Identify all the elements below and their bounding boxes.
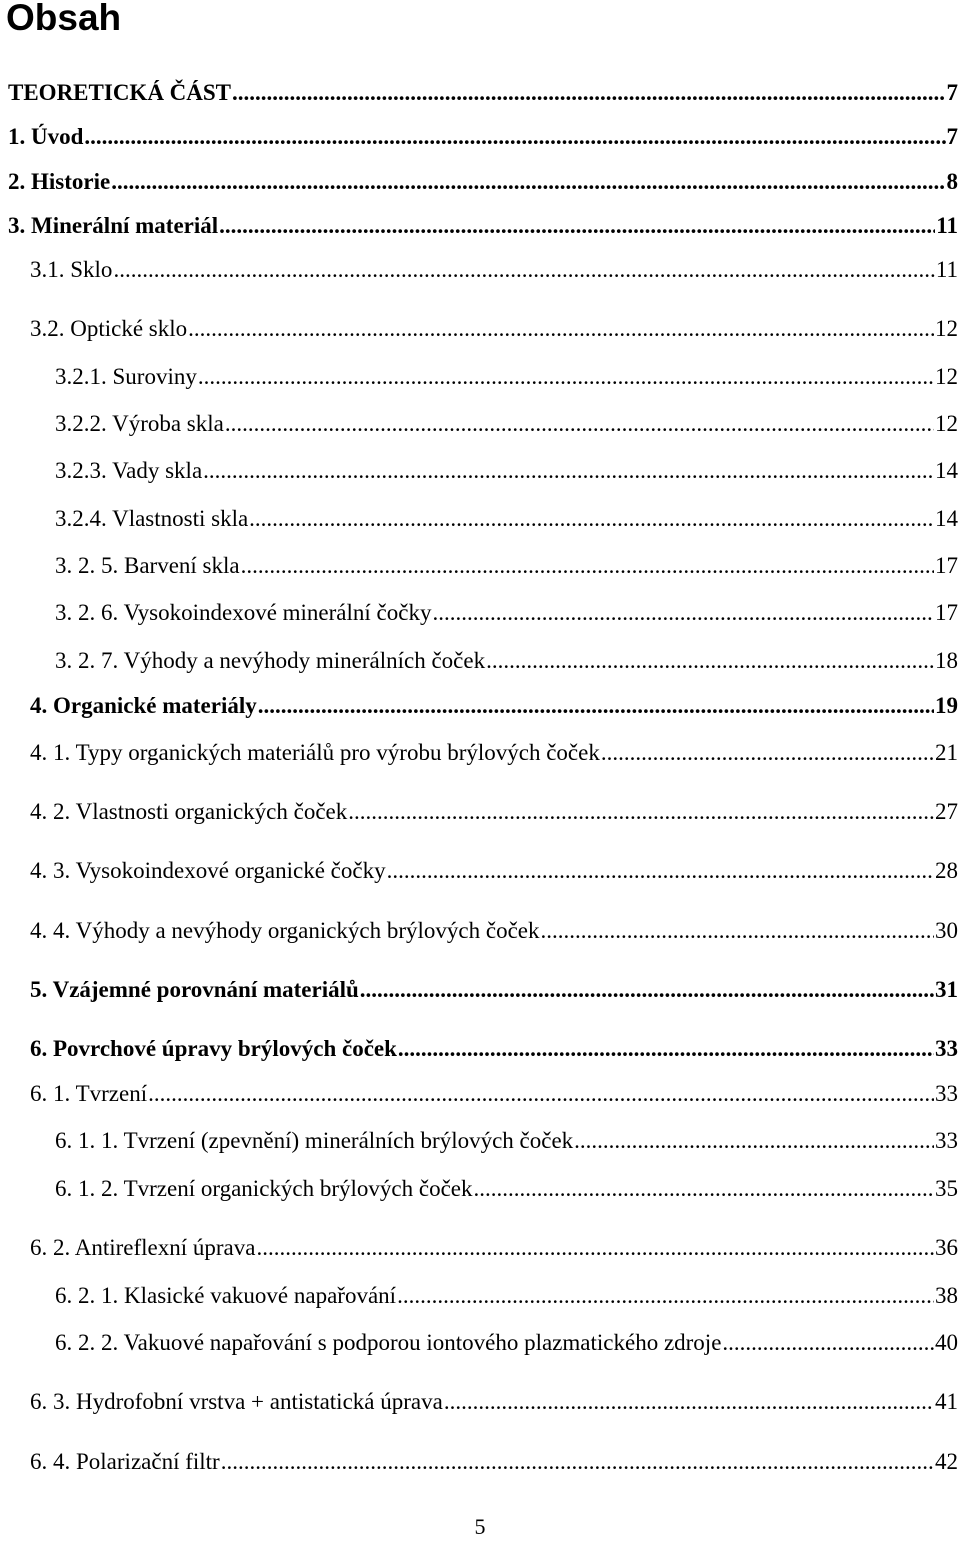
toc-entry[interactable] — [55, 504, 958, 534]
toc-entry-page: 33 — [935, 1081, 958, 1106]
toc-entry-label: 4. Organické materiály — [30, 693, 257, 718]
toc-entry[interactable] — [55, 646, 958, 676]
dot-leader — [113, 255, 934, 285]
dot-leader — [198, 362, 934, 392]
toc-entry-label: TEORETICKÁ ČÁST — [8, 80, 232, 105]
toc-entry-page: 38 — [935, 1283, 958, 1308]
toc-entry[interactable] — [30, 975, 958, 1005]
toc-entry-page: 19 — [935, 693, 958, 718]
toc-entry[interactable] — [30, 738, 958, 768]
toc-entry[interactable] — [30, 916, 958, 946]
toc-entry-label: 4. 1. Typy organických materiálů pro výrobu brýlových čoček — [30, 740, 600, 765]
toc-entry-page: 28 — [935, 858, 958, 883]
toc-entry[interactable] — [30, 691, 958, 721]
toc-entry-page: 14 — [935, 458, 958, 483]
toc-entry-page: 33 — [935, 1036, 958, 1061]
toc-entry[interactable] — [55, 1126, 958, 1156]
toc-entry-label: 6. 1. 1. Tvrzení (zpevnění) minerálních brýlových čoček — [55, 1128, 574, 1153]
toc-entry-label: 3.2.4. Vlastnosti skla — [55, 506, 249, 531]
toc-entry-label: 4. 2. Vlastnosti organických čoček — [30, 799, 348, 824]
toc-entry-label: 6. 2. 2. Vakuové napařování s podporou iontového plazmatického zdroje — [55, 1330, 722, 1355]
dot-leader — [444, 1387, 934, 1417]
dot-leader — [722, 1328, 934, 1358]
dot-leader — [397, 1281, 934, 1311]
dot-leader — [474, 1174, 935, 1204]
toc-entry-label: 6. 1. Tvrzení — [30, 1081, 148, 1106]
toc-entry[interactable] — [30, 1079, 958, 1109]
toc-entry-label: 3. 2. 7. Výhody a nevýhody minerálních čoček — [55, 648, 486, 673]
toc-entry[interactable] — [30, 797, 958, 827]
toc-entry-label: 2. Historie — [8, 169, 111, 194]
page-number: 5 — [474, 1514, 486, 1539]
toc-entry-label: 6. 3. Hydrofobní vrstva + antistatická úprava — [30, 1389, 443, 1414]
toc-entry-label: 6. 4. Polarizační filtr — [30, 1449, 220, 1474]
dot-leader — [232, 78, 945, 108]
toc-entry-label: 5. Vzájemné porovnání materiálů — [30, 977, 359, 1002]
dot-leader — [348, 797, 934, 827]
toc-entry-label: 6. 2. Antireflexní úprava — [30, 1235, 256, 1260]
toc-entry[interactable] — [55, 456, 958, 486]
toc-entry-page: 33 — [935, 1128, 958, 1153]
dot-leader — [111, 167, 945, 197]
toc-entry[interactable] — [55, 1174, 958, 1204]
dot-leader — [221, 1447, 934, 1477]
toc-entry-label: 4. 4. Výhody a nevýhody organických brýlových čoček — [30, 918, 540, 943]
toc-entry-page: 11 — [936, 213, 958, 238]
toc-entry-page: 40 — [935, 1330, 958, 1355]
toc-entry-label: 3.2.2. Výroba skla — [55, 411, 224, 436]
toc-entry-page: 17 — [935, 553, 958, 578]
dot-leader — [541, 916, 934, 946]
dot-leader — [387, 856, 934, 886]
toc-entry[interactable] — [30, 1387, 958, 1417]
dot-leader — [360, 975, 934, 1005]
toc-entry[interactable] — [55, 598, 958, 628]
toc-entry[interactable] — [8, 167, 958, 197]
toc-entry-label: 6. 2. 1. Klasické vakuové napařování — [55, 1283, 397, 1308]
toc-entry[interactable] — [30, 255, 958, 285]
toc-entry-page: 12 — [935, 411, 958, 436]
toc-entry-page: 12 — [935, 316, 958, 341]
toc-entry-page: 7 — [946, 80, 958, 105]
toc-entry-label: 3.2. Optické sklo — [30, 316, 188, 341]
toc-entry[interactable] — [8, 122, 958, 152]
toc-entry[interactable] — [30, 1233, 958, 1263]
dot-leader — [203, 456, 934, 486]
dot-leader — [258, 691, 934, 721]
dot-leader — [241, 551, 934, 581]
toc-entry-label: 1. Úvod — [8, 124, 84, 149]
toc-entry-page: 12 — [935, 364, 958, 389]
dot-leader — [188, 314, 934, 344]
toc-entry[interactable] — [55, 362, 958, 392]
page-title: Obsah — [6, 0, 122, 38]
toc-entry[interactable] — [30, 856, 958, 886]
toc-entry[interactable] — [55, 1328, 958, 1358]
toc-entry-page: 42 — [935, 1449, 958, 1474]
toc-entry-label: 3.2.1. Suroviny — [55, 364, 197, 389]
toc-entry-page: 36 — [935, 1235, 958, 1260]
toc-entry-label: 3. 2. 6. Vysokoindexové minerální čočky — [55, 600, 432, 625]
toc-entry[interactable] — [8, 78, 958, 108]
dot-leader — [432, 598, 934, 628]
toc-entry-page: 41 — [935, 1389, 958, 1414]
dot-leader — [256, 1233, 934, 1263]
dot-leader — [574, 1126, 934, 1156]
dot-leader — [219, 211, 935, 241]
toc-entry-page: 27 — [935, 799, 958, 824]
toc-entry[interactable] — [55, 1281, 958, 1311]
toc-entry[interactable] — [30, 1034, 958, 1064]
toc-entry-page: 17 — [935, 600, 958, 625]
toc-entry-label: 3. 2. 5. Barvení skla — [55, 553, 240, 578]
dot-leader — [225, 409, 934, 439]
toc-entry-page: 21 — [935, 740, 958, 765]
toc-entry[interactable] — [55, 409, 958, 439]
toc-entry-page: 18 — [935, 648, 958, 673]
dot-leader — [249, 504, 934, 534]
dot-leader — [84, 122, 945, 152]
dot-leader — [601, 738, 934, 768]
toc-entry-page: 30 — [935, 918, 958, 943]
dot-leader — [148, 1079, 934, 1109]
toc-entry-label: 6. Povrchové úpravy brýlových čoček — [30, 1036, 397, 1061]
toc-entry-label: 3. Minerální materiál — [8, 213, 219, 238]
toc-entry[interactable] — [30, 314, 958, 344]
toc-entry-label: 4. 3. Vysokoindexové organické čočky — [30, 858, 386, 883]
toc-entry-page: 7 — [946, 124, 958, 149]
toc-entry-page: 35 — [935, 1176, 958, 1201]
dot-leader — [486, 646, 934, 676]
dot-leader — [398, 1034, 934, 1064]
toc-entry[interactable] — [8, 211, 958, 241]
toc-entry[interactable] — [30, 1447, 958, 1477]
toc-entry-label: 3.2.3. Vady skla — [55, 458, 203, 483]
toc-entry-label: 3.1. Sklo — [30, 257, 113, 282]
toc-entry-page: 14 — [935, 506, 958, 531]
toc-entry-label: 6. 1. 2. Tvrzení organických brýlových čoček — [55, 1176, 473, 1201]
toc-entry-page: 31 — [935, 977, 958, 1002]
toc-entry-page: 11 — [935, 257, 958, 282]
toc-entry[interactable] — [55, 551, 958, 581]
toc-entry-page: 8 — [946, 169, 958, 194]
